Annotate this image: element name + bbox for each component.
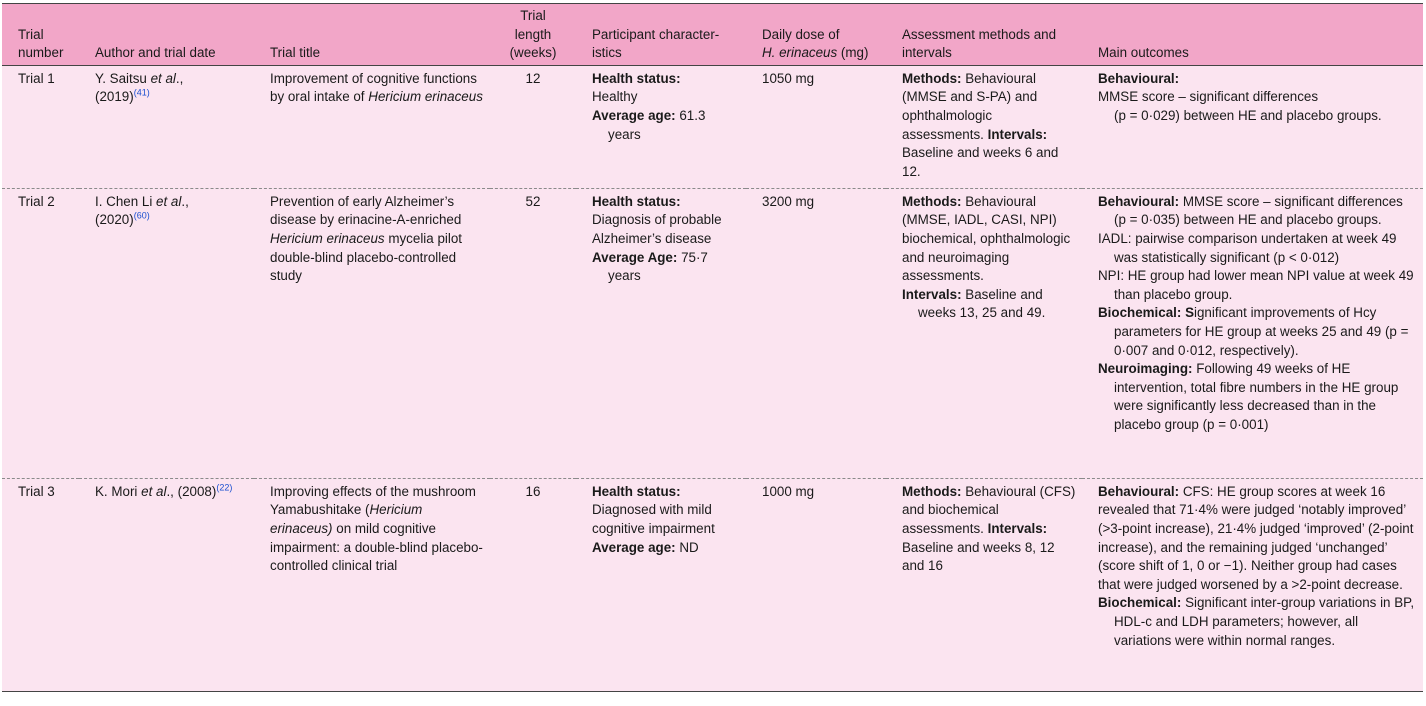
assessment-cell: Methods: Behavioural (MMSE, IADL, CASI, NPI) biochemical, ophthalmologic and neuroimaging assessments. Intervals: Baseline and weeks 13, 25 and 49. (886, 188, 1082, 478)
reference-link[interactable]: (60) (133, 210, 150, 221)
header-trial-number: Trial number (2, 4, 79, 66)
outcomes-cell: Behavioural: CFS: HE group scores at week 16 revealed that 71·4% were judged ‘notably improved’ (>3-point increase), 21·4% judged ‘improved’ (2-point increase), and the remaining judged ‘unchanged’ (score shift of 1, 0 or −1). Neither group had cases that were judged worsened by a >2-point decrease. Biochemical: Significant inter-group variations in BP, HDL-c and LDH parameters; however, all variations were within normal ranges. (1082, 478, 1423, 691)
length-cell: 12 (490, 65, 576, 188)
reference-link[interactable]: (22) (216, 482, 233, 493)
participants-cell: Health status: Diagnosed with mild cognitive impairment Average age: ND (576, 478, 746, 691)
trial-number: Trial 3 (2, 478, 79, 691)
header-assessment: Assessment methods and intervals (886, 4, 1082, 66)
header-participants: Participant character- istics (576, 4, 746, 66)
outcomes-cell: Behavioural: MMSE score – significant differences (p = 0·035) between HE and placebo groups. IADL: pairwise comparison undertaken at week 49 was statistically significant (p < 0·012) NPI: HE group had lower mean NPI value at week 49 than placebo group. Biochemical: Significant improvements of Hcy parameters for HE group at weeks 25 and 49 (p = 0·007 and 0·012, respectively). Neuroimaging: Following 49 weeks of HE intervention, total fibre numbers in the HE group were significantly less decreased than in the placebo group (p = 0·001) (1082, 188, 1423, 478)
reference-link[interactable]: (41) (133, 87, 150, 98)
title-cell: Prevention of early Alzheimer’s disease by erinacine-A-enriched Hericium erinaceus mycelia pilot double-blind placebo-controlled study (254, 188, 490, 478)
author-cell: K. Mori et al., (2008)$^{(22)}$ (79, 478, 254, 691)
dose-cell: 1050 mg (746, 65, 886, 188)
trials-table (2, 3, 1423, 692)
header-title: Trial title (254, 4, 490, 66)
title-cell: Improvement of cognitive functions by oral intake of Hericium erinaceus (254, 65, 490, 188)
trial-number: Trial 2 (2, 188, 79, 478)
title-cell: Improving effects of the mushroom Yamabushitake (Hericium erinaceus) on mild cognitive impairment: a double-blind placebo-controlled clinical trial (254, 478, 490, 691)
author-cell: Y. Saitsu et al., (2019)$^{(41)}$ (79, 65, 254, 188)
header-dose: Daily dose of H. erinaceus (mg) (746, 4, 886, 66)
assessment-cell: Methods: Behavioural (CFS) and biochemical assessments. Intervals: Baseline and weeks 8, 12 and 16 (886, 478, 1082, 691)
header-row (2, 4, 1423, 66)
table-row (2, 65, 1423, 188)
trial-number: Trial 1 (2, 65, 79, 188)
header-length: Trial length (weeks) (490, 4, 576, 66)
length-cell: 16 (490, 478, 576, 691)
table-row (2, 188, 1423, 478)
dose-cell: 3200 mg (746, 188, 886, 478)
assessment-cell: Methods: Behavioural (MMSE and S-PA) and ophthalmologic assessments. Intervals: Baseline and weeks 6 and 12. (886, 65, 1082, 188)
participants-cell: Health status: Diagnosis of probable Alzheimer’s disease Average Age: 75·7 years (576, 188, 746, 478)
participants-cell: Health status: Healthy Average age: 61.3 years (576, 65, 746, 188)
outcomes-cell: Behavioural: MMSE score – significant differences (p = 0·029) between HE and placebo groups. (1082, 65, 1423, 188)
length-cell: 52 (490, 188, 576, 478)
header-outcomes: Main outcomes (1082, 4, 1423, 66)
table-row (2, 478, 1423, 691)
author-cell: I. Chen Li et al., (2020)$^{(60)}$ (79, 188, 254, 478)
dose-cell: 1000 mg (746, 478, 886, 691)
header-author: Author and trial date (79, 4, 254, 66)
